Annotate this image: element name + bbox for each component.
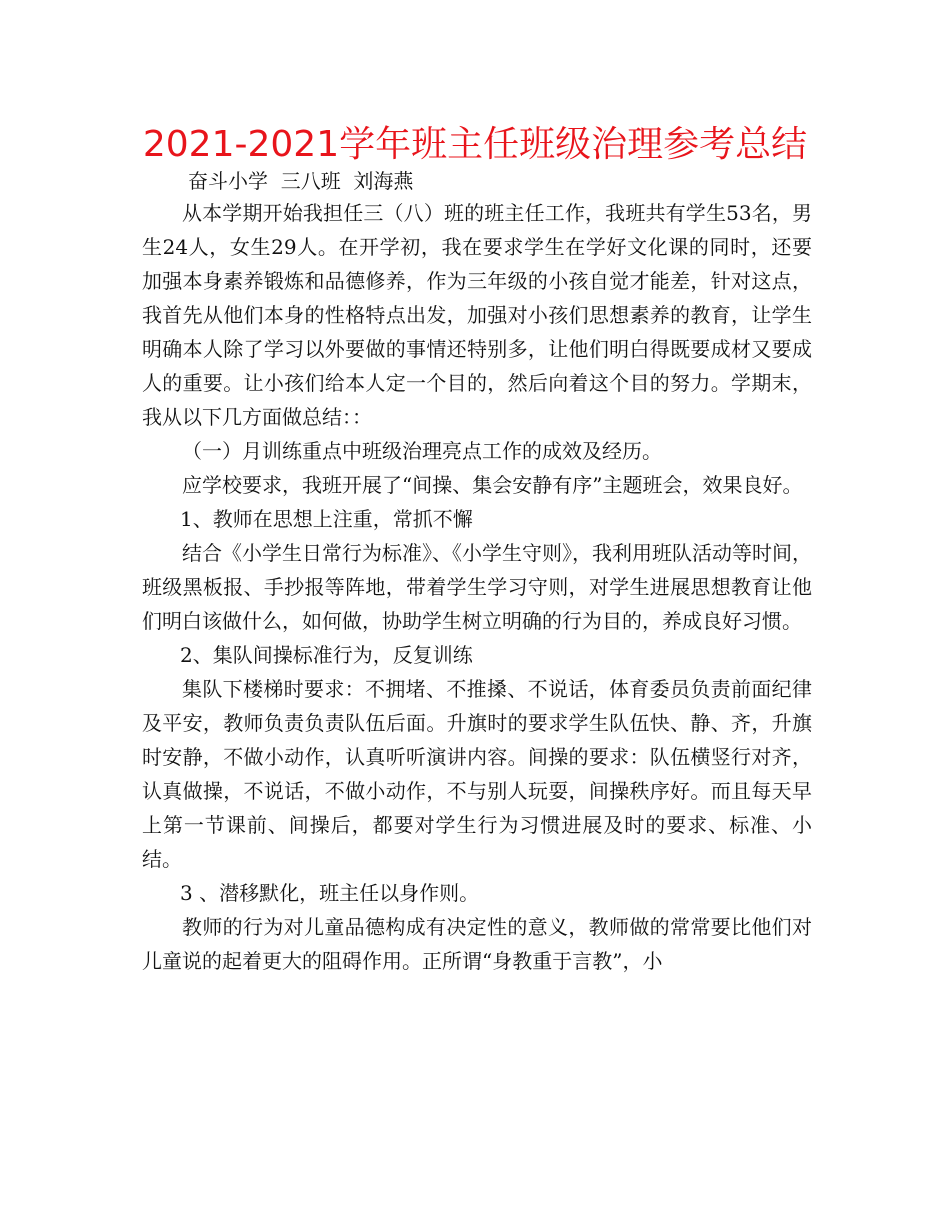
section-heading-one: （一）月训练重点中班级治理亮点工作的成效及经历。 (182, 439, 662, 463)
document-title: 2021-2021学年班主任班级治理参考总结 (142, 124, 808, 165)
subheading-2: 2、集队间操标准行为，反复训练 (180, 643, 473, 667)
paragraph-intro: 从本学期开始我担任三（八）班的班主任工作，我班共有学生53名，男生24人，女生29人。在开学初，我在要求学生在学好文化课的同时，还要加强本身素养锻炼和品德修养，作为三年级的小孩自觉才能差，针对这点，我首先从他们本身的性格特点出发，加强对小孩们思想素养的教育，让学生明确本人除了学习以外要做的事情还特别多，让他们明白得既要成材又要成人的重要。让小孩们给本人定一个目的，然后向着这个目的努力。学期末，我从以下几方面做总结：： (142, 201, 812, 429)
document-body (142, 196, 812, 978)
paragraph-class-meeting: 应学校要求，我班开展了“间操、集会安静有序”主题班会，效果良好。 (182, 473, 803, 497)
paragraph-lineup-requirements: 集队下楼梯时要求：不拥堵、不推搡、不说话，体育委员负责前面纪律及平安，教师负责负责队伍后面。升旗时的要求学生队伍快、静、齐，升旗时安静，不做小动作，认真听听演讲内容。间操的要求：队伍横竖行对齐，认真做操，不说话，不做小动作，不与别人玩耍，间操秩序好。而且每天早上第一节课前、间操后，都要对学生行为习惯进展及时的要求、标准、小结。 (142, 677, 812, 871)
paragraph-rules-study: 结合《小学生日常行为标准》、《小学生守则》，我利用班队活动等时间，班级黑板报、手抄报等阵地，带着学生学习守则，对学生进展思想教育让他们明白该做什么，如何做，协助学生树立明确的行为目的，养成良好习惯。 (142, 541, 812, 633)
paragraph-teacher-example: 教师的行为对儿童品德构成有决定性的意义，教师做的常常要比他们对儿童说的起着更大的阻碍作用。正所谓“身教重于言教”，小 (142, 915, 812, 973)
subheading-1: 1、教师在思想上注重，常抓不懈 (180, 507, 473, 531)
subheading-3: 3 、潜移默化，班主任以身作则。 (180, 881, 480, 905)
document-byline: 奋斗小学 三八班 刘海燕 (188, 169, 414, 193)
